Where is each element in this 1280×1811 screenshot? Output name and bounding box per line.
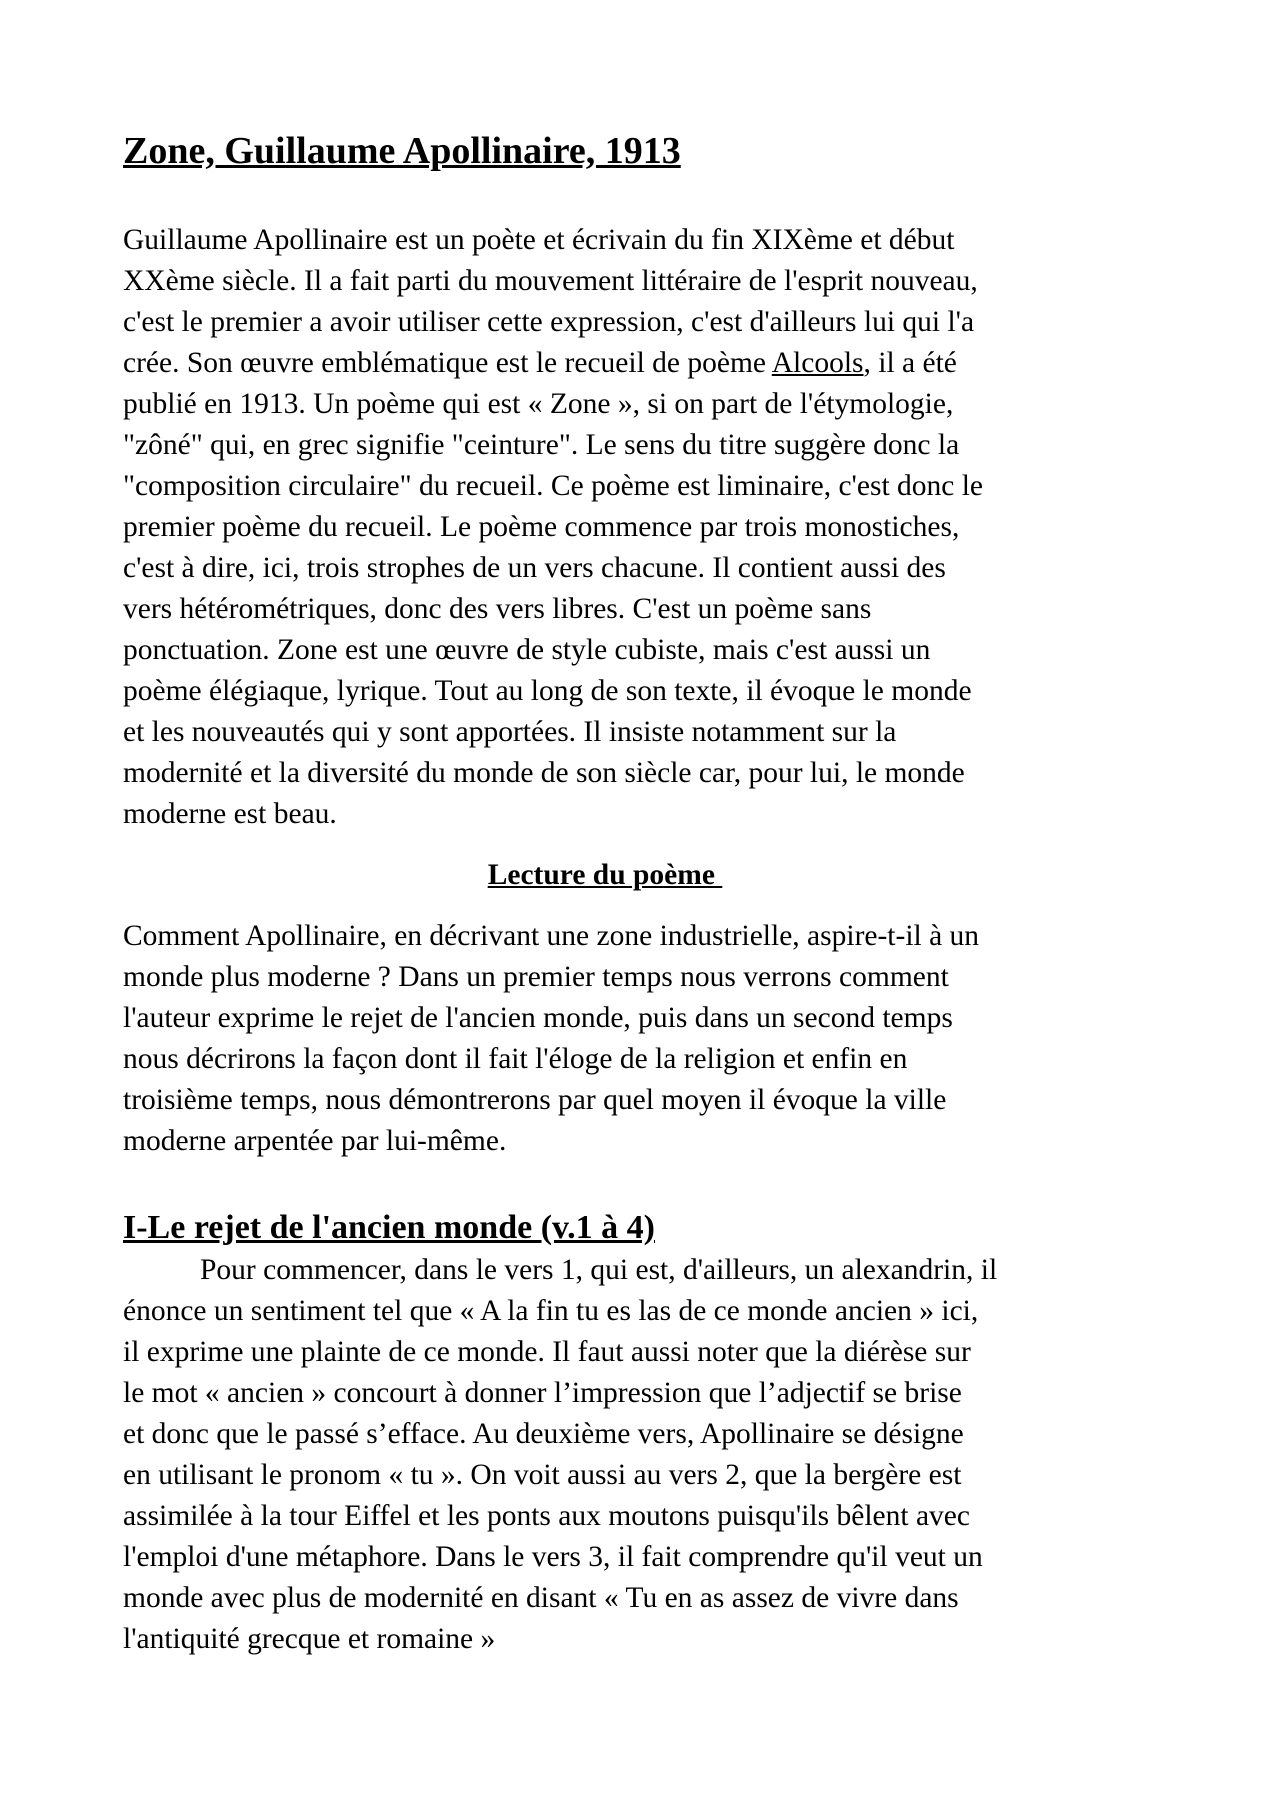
text-line: il exprime une plainte de ce monde. Il faut aussi noter que la diérèse sur: [123, 1336, 971, 1368]
text-line: XXème siècle. Il a fait parti du mouvement littéraire de l'esprit nouveau,: [123, 265, 978, 297]
text-line: en utilisant le pronom « tu ». On voit aussi au vers 2, que la bergère est: [123, 1459, 962, 1491]
text-line: Comment Apollinaire, en décrivant une zone industrielle, aspire-t-il à un: [123, 920, 980, 952]
text-line: "composition circulaire" du recueil. Ce poème est liminaire, c'est donc le: [123, 470, 984, 502]
text-line: et donc que le passé s’efface. Au deuxième vers, Apollinaire se désigne: [123, 1418, 964, 1450]
text-line: c'est le premier a avoir utiliser cette expression, c'est d'ailleurs lui qui l'a: [123, 306, 975, 338]
document-title: Zone, Guillaume Apollinaire, 1913: [123, 130, 681, 172]
text-line: l'antiquité grecque et romaine »: [123, 1623, 496, 1655]
text-line: crée. Son œuvre emblématique est le recueil de poème Alcools, il a été: [123, 347, 957, 379]
text-line: énonce un sentiment tel que « A la fin tu es las de ce monde ancien » ici,: [123, 1295, 979, 1327]
text-line: publié en 1913. Un poème qui est « Zone », si on part de l'étymologie,: [123, 388, 954, 420]
text-line: Pour commencer, dans le vers 1, qui est, d'ailleurs, un alexandrin, il: [200, 1254, 998, 1286]
text-line: nous décrirons la façon dont il fait l'éloge de la religion et enfin en: [123, 1043, 908, 1075]
text-line: moderne arpentée par lui-même.: [123, 1125, 507, 1157]
text-line: premier poème du recueil. Le poème commence par trois monostiches,: [123, 511, 960, 543]
alcools-title-underlined: Alcools: [771, 347, 864, 379]
text-line: monde avec plus de modernité en disant « Tu en as assez de vivre dans: [123, 1582, 959, 1614]
text-line: "zôné" qui, en grec signifie "ceinture". Le sens du titre suggère donc la: [123, 429, 960, 461]
section1-paragraph: [123, 1250, 997, 1660]
section1-heading: I-Le rejet de l'ancien monde (v.1 à 4): [123, 1209, 655, 1246]
text-line: ponctuation. Zone est une œuvre de style cubiste, mais c'est aussi un: [123, 634, 931, 666]
reading-heading: Lecture du poème: [487, 859, 723, 891]
text-line: vers hétérométriques, donc des vers libres. C'est un poème sans: [123, 593, 872, 625]
text-line: l'auteur exprime le rejet de l'ancien monde, puis dans un second temps: [123, 1002, 953, 1034]
text-line: le mot « ancien » concourt à donner l’impression que l’adjectif se brise: [123, 1377, 962, 1409]
text-line: c'est à dire, ici, trois strophes de un vers chacune. Il contient aussi des: [123, 552, 946, 584]
text-line: l'emploi d'une métaphore. Dans le vers 3, il fait comprendre qu'il veut un: [123, 1541, 983, 1573]
text-line: poème élégiaque, lyrique. Tout au long de son texte, il évoque le monde: [123, 675, 972, 707]
text-line: troisième temps, nous démontrerons par quel moyen il évoque la ville: [123, 1084, 947, 1116]
text-line: assimilée à la tour Eiffel et les ponts aux moutons puisqu'ils bêlent avec: [123, 1500, 970, 1532]
text-line: et les nouveautés qui y sont apportées. Il insiste notamment sur la: [123, 716, 897, 748]
intro-paragraph: [123, 220, 983, 835]
text-line: modernité et la diversité du monde de son siècle car, pour lui, le monde: [123, 757, 965, 789]
problematique-paragraph: [123, 916, 979, 1162]
text-line: monde plus moderne ? Dans un premier temps nous verrons comment: [123, 961, 949, 993]
text-line: Guillaume Apollinaire est un poète et écrivain du fin XIXème et début: [123, 224, 955, 256]
text-line: moderne est beau.: [123, 798, 337, 830]
